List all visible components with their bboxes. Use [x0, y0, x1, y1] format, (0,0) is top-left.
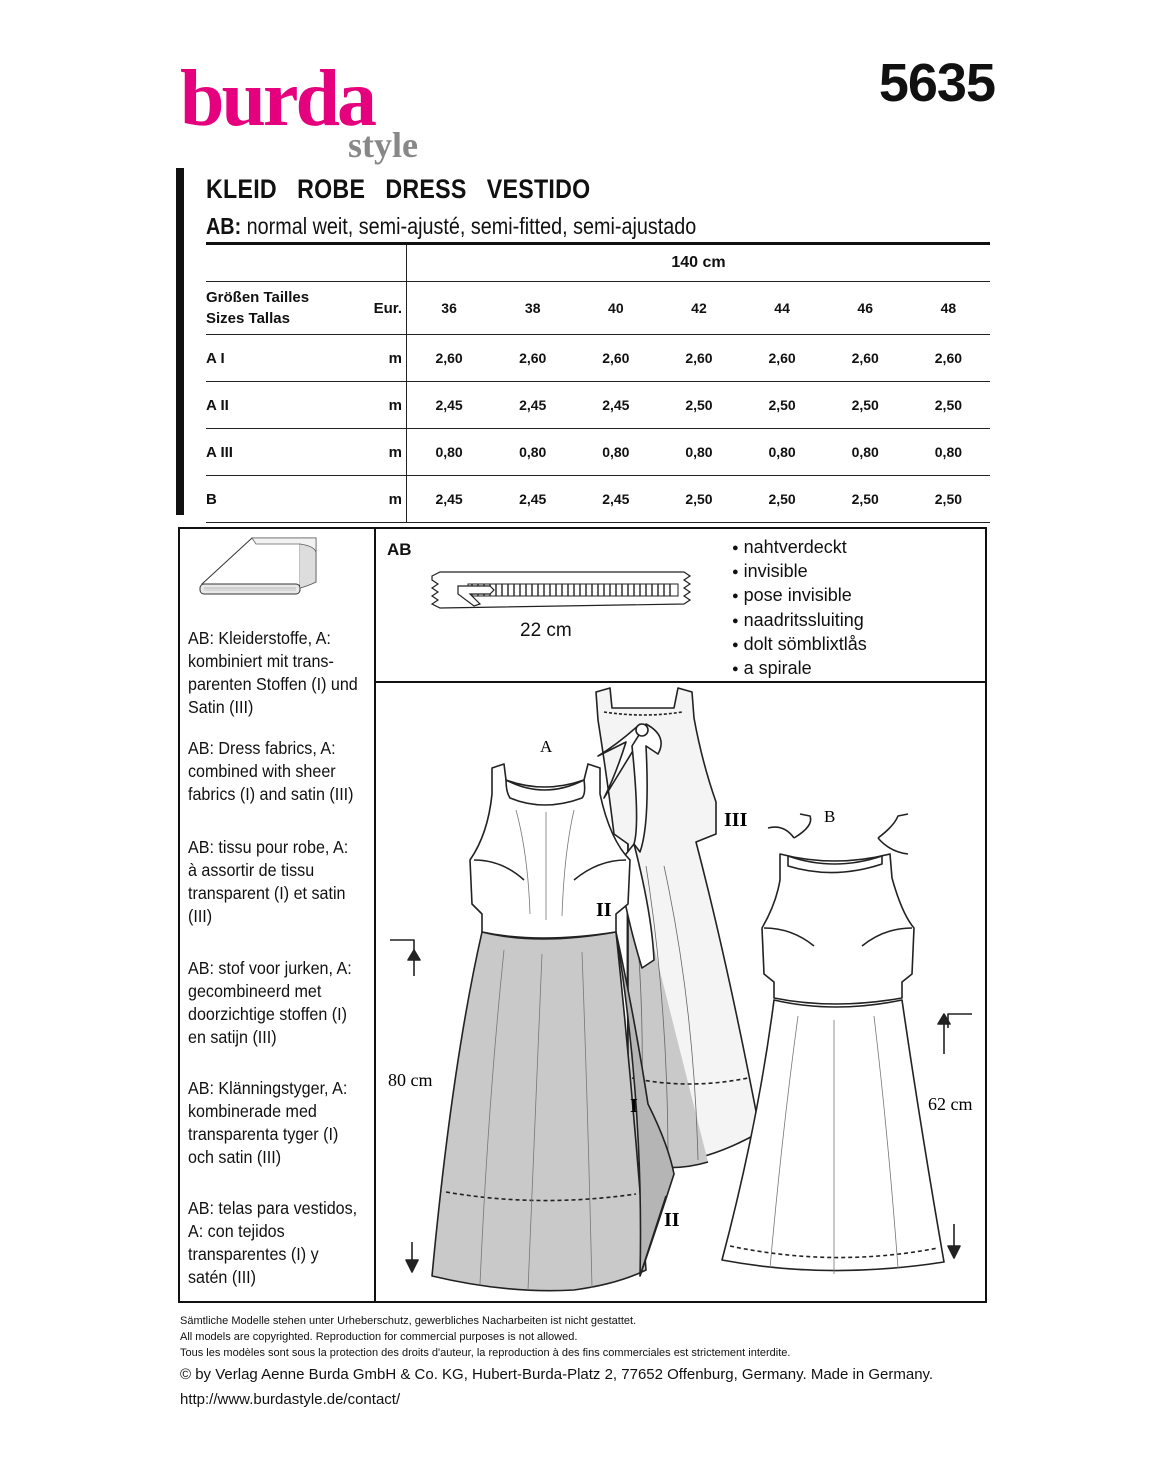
value-cell: 2,60 — [491, 335, 574, 382]
size-cell: 42 — [657, 282, 740, 335]
value-cell: 2,50 — [824, 382, 907, 429]
value-cell: 0,80 — [491, 429, 574, 476]
list-item: ● dolt sömblixtlås — [732, 633, 867, 657]
label-ii-bottom: II — [664, 1209, 680, 1231]
logo-sub: style — [348, 125, 418, 165]
logo-brand: burda — [180, 55, 374, 143]
list-item: ● invisible — [732, 560, 867, 584]
value-cell: 2,60 — [741, 335, 824, 382]
value-cell: 2,50 — [907, 382, 990, 429]
eur-label: Eur. — [328, 282, 407, 335]
dress-b — [722, 814, 944, 1274]
view-label: A I — [206, 335, 328, 382]
copyright-notice — [180, 1313, 790, 1361]
size-cell: 44 — [741, 282, 824, 335]
unit-label: m — [328, 476, 407, 523]
contact-link[interactable]: http://www.burdastyle.de/contact/ — [180, 1391, 401, 1408]
label-iii: III — [724, 809, 748, 831]
size-cell: 40 — [574, 282, 657, 335]
list-item: ● naadritssluiting — [732, 609, 867, 633]
list-item: ● nahtverdeckt — [732, 536, 867, 560]
header-bar — [176, 168, 184, 515]
copyright-en: All models are copyrighted. Reproduction for commercial purposes is not allowed. — [180, 1331, 578, 1343]
table-row — [206, 335, 990, 382]
value-cell: 2,50 — [657, 382, 740, 429]
length-b: 62 cm — [928, 1094, 973, 1114]
copyright-de: Sämtliche Modelle stehen unter Urheberschutz, gewerbliches Nacharbeiten ist nicht gestattet. — [180, 1315, 637, 1327]
dress-illustration — [378, 684, 986, 1302]
view-label: A III — [206, 429, 328, 476]
yardage-table — [206, 242, 990, 523]
fit-label: AB: — [206, 213, 242, 239]
pattern-number: 5635 — [878, 53, 995, 113]
view-label: B — [206, 476, 328, 523]
copyright-fr: Tous les modèles sont sous la protection des droits d'auteur, la reproduction à des fins commerciales est strictement interdite. — [180, 1347, 791, 1359]
garment-title: KLEID ROBE DRESS VESTIDO — [206, 174, 591, 204]
label-i: I — [630, 1095, 638, 1117]
unit-label: m — [328, 335, 407, 382]
fabric-text-en: AB: Dress fabrics, A: combined with sheer fabrics (I) and satin (III) — [188, 738, 354, 804]
value-cell: 2,50 — [907, 476, 990, 523]
publisher-line: © by Verlag Aenne Burda GmbH & Co. KG, Hubert-Burda-Platz 2, 77652 Offenburg, Germany. Made in Germany. — [180, 1366, 934, 1383]
value-cell: 2,60 — [574, 335, 657, 382]
view-b-label: B — [824, 807, 836, 826]
table-row — [206, 282, 990, 335]
value-cell: 2,50 — [657, 476, 740, 523]
value-cell: 2,45 — [407, 476, 492, 523]
value-cell: 2,45 — [574, 476, 657, 523]
zipper-icon — [428, 566, 692, 614]
value-cell: 0,80 — [907, 429, 990, 476]
size-cell: 46 — [824, 282, 907, 335]
value-cell: 0,80 — [824, 429, 907, 476]
list-item: ● pose invisible — [732, 584, 867, 608]
size-label: Größen Tailles Sizes Tallas — [206, 282, 328, 335]
table-row — [206, 244, 990, 282]
value-cell: 2,60 — [407, 335, 492, 382]
value-cell: 2,45 — [574, 382, 657, 429]
value-cell: 0,80 — [657, 429, 740, 476]
size-cell: 36 — [407, 282, 492, 335]
length-a: 80 cm — [388, 1070, 433, 1090]
fabric-bolt-icon — [196, 532, 320, 602]
value-cell: 2,60 — [907, 335, 990, 382]
value-cell: 2,50 — [741, 476, 824, 523]
fit-text: normal weit, semi-ajusté, semi-fitted, semi-ajustado — [241, 213, 697, 239]
burda-style-logo — [180, 55, 450, 165]
fabric-text-nl: AB: stof voor jurken, A: gecombineerd met doorzichtige stoffen (I) en satijn (III) — [188, 958, 352, 1047]
value-cell: 2,45 — [491, 382, 574, 429]
value-cell: 2,60 — [657, 335, 740, 382]
fabric-width: 140 cm — [407, 244, 991, 282]
fabric-text-es: AB: telas para vestidos, A: con tejidos transparentes (I) y satén (III) — [188, 1198, 358, 1287]
view-label: A II — [206, 382, 328, 429]
table-row — [206, 429, 990, 476]
table-row — [206, 382, 990, 429]
value-cell: 2,50 — [824, 476, 907, 523]
value-cell: 0,80 — [741, 429, 824, 476]
view-a-label: A — [540, 737, 553, 756]
label-ii-top: II — [596, 899, 612, 921]
list-item: ● a spirale — [732, 657, 867, 681]
fit-description — [206, 213, 696, 240]
unit-label: m — [328, 429, 407, 476]
value-cell: 2,45 — [491, 476, 574, 523]
zipper-type-list — [732, 536, 867, 681]
fabric-text-sv: AB: Klänningstyger, A: kombinerade med transparenta tyger (I) och satin (III) — [188, 1078, 348, 1167]
value-cell: 0,80 — [407, 429, 492, 476]
value-cell: 2,45 — [407, 382, 492, 429]
value-cell: 0,80 — [574, 429, 657, 476]
table-row — [206, 476, 990, 523]
value-cell: 2,60 — [824, 335, 907, 382]
size-cell: 38 — [491, 282, 574, 335]
fabric-text-de: AB: Kleiderstoffe, A: kombiniert mit trans-parenten Stoffen (I) und Satin (III) — [188, 628, 358, 717]
unit-label: m — [328, 382, 407, 429]
notions-views: AB — [387, 540, 412, 559]
value-cell: 2,50 — [741, 382, 824, 429]
zipper-length: 22 cm — [520, 620, 572, 641]
fabric-text-fr: AB: tissu pour robe, A: à assortir de tissu transparent (I) et satin (III) — [188, 837, 349, 926]
size-cell: 48 — [907, 282, 990, 335]
